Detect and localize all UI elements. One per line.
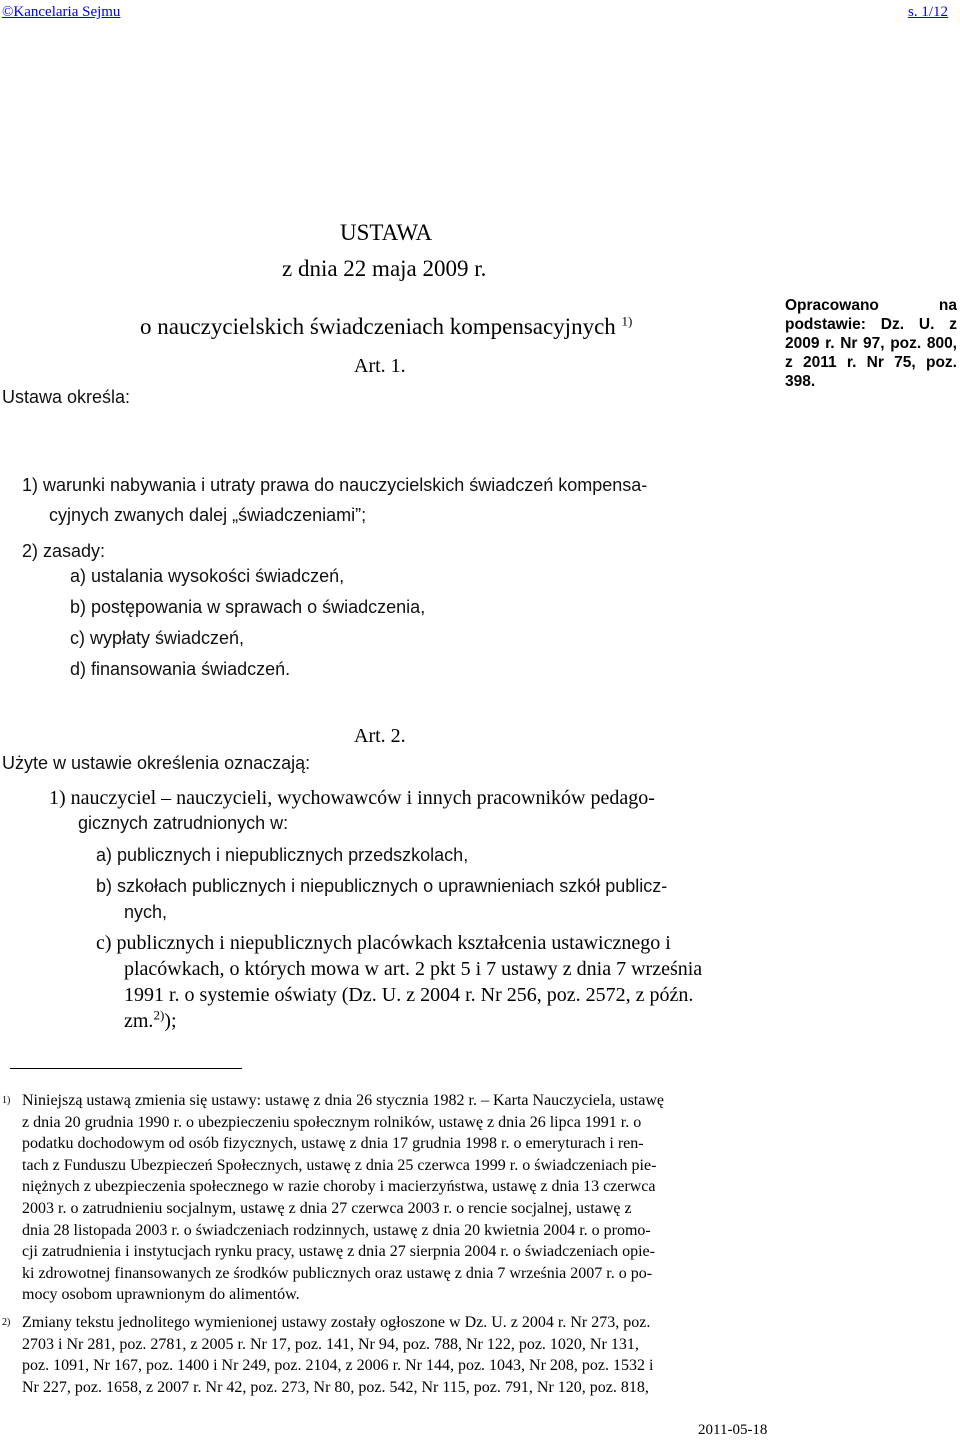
article-2-item-1c-line2: placówkach, o których mowa w art. 2 pkt 5 i 7 ustawy z dnia 7 września (124, 958, 703, 980)
document-date: 2011-05-18 (698, 1422, 768, 1438)
article-1-item-1: 1) warunki nabywania i utraty prawa do nauczycielskich świadczeń kompensa- (22, 475, 648, 495)
footnote-1-line: ki zdrowotnej finansowanych ze środków publicznych oraz ustawę z dnia 7 września 2007 r. o po- (22, 1264, 653, 1282)
article-1-item-2c: c) wypłaty świadczeń, (70, 628, 245, 648)
article-2-item-1c-line3: 1991 r. o systemie oświaty (Dz. U. z 2004 r. Nr 256, poz. 2572, z późn. (124, 984, 694, 1006)
act-title: USTAWA (340, 220, 433, 245)
article-1-item-2d: d) finansowania świadczeń. (70, 659, 291, 679)
footnote-1-line: mocy osobom uprawnionym do alimentów. (22, 1286, 300, 1304)
footnote-2-line: 2703 i Nr 281, poz. 2781, z 2005 r. Nr 17, poz. 141, Nr 94, poz. 788, Nr 122, poz. 1020, Nr 131, (22, 1335, 639, 1353)
footnote-1-line: podatku dochodowym od osób fizycznych, ustawę z dnia 17 grudnia 1998 r. o emeryturach i ren- (22, 1135, 644, 1153)
article-2-item-1c-line4 (124, 1007, 177, 1033)
footnote-1-line: dnia 28 listopada 2003 r. o świadczeniach rodzinnych, ustawę z dnia 20 kwietnia 2004 r. o promo- (22, 1221, 651, 1239)
article-1-item-2a: a) ustalania wysokości świadczeń, (70, 566, 345, 586)
article-2-item-1c: c) publicznych i niepublicznych placówkach kształcenia ustawicznego i (96, 932, 671, 954)
article-1-item-2: 2) zasady: (22, 541, 106, 561)
article-2-item-1b: b) szkołach publicznych i niepublicznych o uprawnieniach szkół publicz- (96, 876, 668, 896)
footnote-2-line: poz. 1091, Nr 167, poz. 1400 i Nr 249, poz. 2104, z 2006 r. Nr 144, poz. 1043, Nr 208, poz. 1532 i (22, 1357, 654, 1375)
footnote-2-mark: 2) (2, 1317, 11, 1328)
footnote-separator (10, 1068, 242, 1069)
footnote-1-line: 2003 r. o zatrudnieniu socjalnym, ustawę z dnia 27 czerwca 2003 r. o rencie socjalnej, ustawę z (22, 1200, 632, 1217)
act-subject (140, 314, 632, 340)
article-2-item-1a: a) publicznych i niepublicznych przedszkolach, (96, 845, 469, 865)
footnote-1-line: tach z Funduszu Ubezpieczeń Społecznych, ustawę z dnia 25 czerwca 1999 r. o świadczeniach pie- (22, 1156, 657, 1174)
footnote-1-mark: 1) (2, 1095, 11, 1106)
footnote-1-line: cji zatrudnienia i instytucjach rynku pracy, ustawę z dnia 27 sierpnia 2004 r. o świadczeniach opie- (22, 1243, 655, 1261)
article-2-item-1-cont: gicznych zatrudnionych w: (78, 813, 289, 833)
article-1-heading: Art. 1. (354, 355, 406, 377)
abbrev-zm: zm. (124, 1010, 154, 1032)
source-link[interactable]: ©Kancelaria Sejmu (2, 4, 121, 20)
footnote-2-line: Zmiany tekstu jednolitego wymienionej ustawy zostały ogłoszone w Dz. U. z 2004 r. Nr 273, poz. (22, 1314, 651, 1331)
article-2-heading: Art. 2. (354, 725, 406, 747)
article-1-item-1-cont: cyjnych zwanych dalej „świadczeniami”; (49, 505, 367, 525)
publication-note: Opracowano na podstawie: Dz. U. z 2009 r. Nr 97, poz. 800, z 2011 r. Nr 75, poz. 398. (785, 297, 957, 390)
header-source[interactable] (2, 4, 120, 21)
footnote-1-line: Niniejszą ustawą zmienia się ustawy: ustawę z dnia 26 stycznia 1982 r. – Karta Nauczyciela, ustawę (22, 1092, 664, 1109)
page-number-link[interactable]: s. 1/12 (907, 4, 948, 20)
article-2-item-1b-cont: nych, (124, 902, 168, 922)
footnote-1-line: niężnych z ubezpieczenia społecznego w razie choroby i macierzyństwa, ustawę z dnia 13 czerwca (22, 1178, 656, 1196)
article-1-item-2b: b) postępowania w sprawach o świadczenia, (70, 597, 426, 617)
line-end: ); (164, 1010, 177, 1032)
act-subject-text: o nauczycielskich świadczeniach kompensacyjnych (140, 314, 616, 339)
footnote-1-line: z dnia 20 grudnia 1990 r. o ubezpieczeniu społecznym rolników, ustawę z dnia 26 lipca 1991 r. o (22, 1113, 642, 1131)
article-2-intro: Użyte w ustawie określenia oznaczają: (2, 753, 311, 773)
act-date: z dnia 22 maja 2009 r. (282, 256, 487, 281)
footnote-ref-2[interactable]: 2) (153, 1007, 165, 1023)
footnote-ref-1[interactable]: 1) (621, 313, 633, 329)
article-1-intro: Ustawa określa: (2, 387, 131, 407)
footnote-2-line: Nr 227, poz. 1658, z 2007 r. Nr 42, poz. 273, Nr 80, poz. 542, Nr 115, poz. 791, Nr 120, poz. 818, (22, 1378, 649, 1396)
article-2-item-1: 1) nauczyciel – nauczycieli, wychowawców i innych pracowników pedago- (49, 787, 655, 809)
